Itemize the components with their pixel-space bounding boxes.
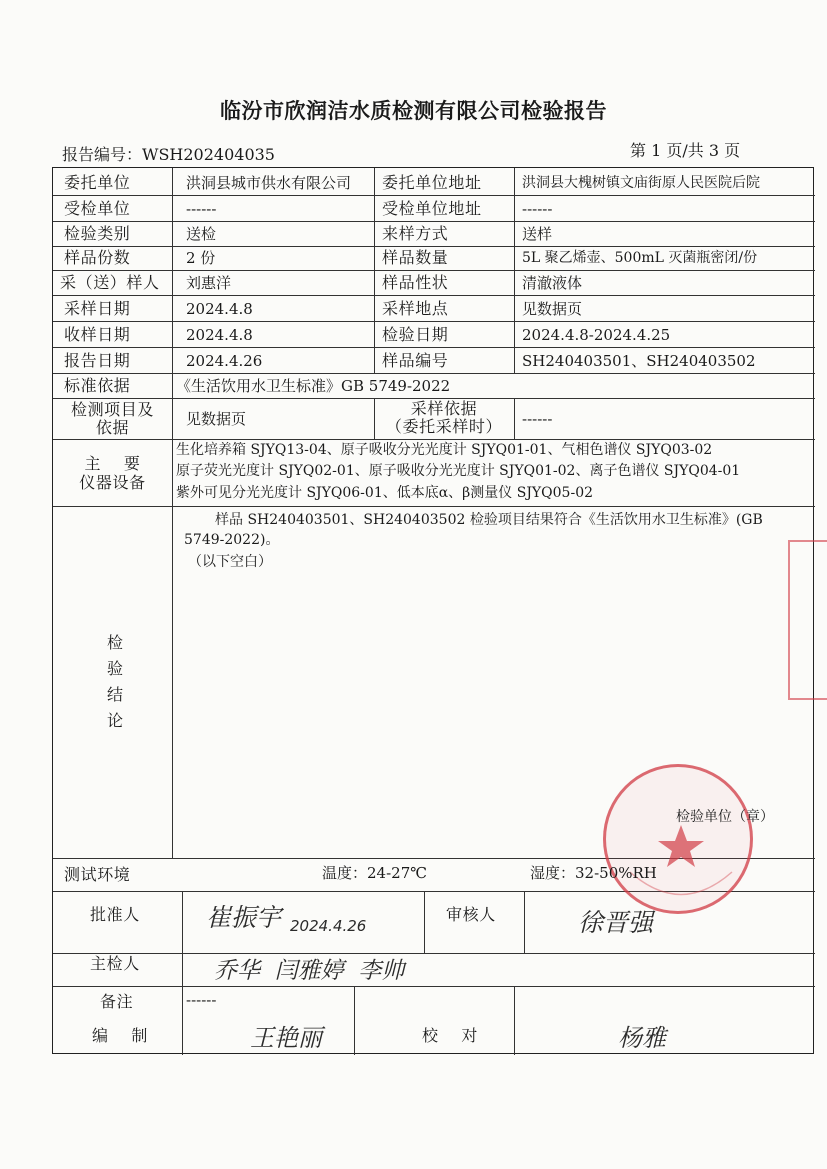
label-environment: 测试环境 — [64, 865, 131, 884]
label-sample-number: 样品编号 — [382, 351, 449, 370]
label-sample-copies: 样品份数 — [64, 248, 131, 267]
conclusion-blank-note: （以下空白） — [188, 554, 272, 570]
value-temperature: 温度：24-27℃ — [322, 864, 428, 882]
label-reviewer: 审核人 — [446, 905, 496, 924]
label-conclusion-char: 验 — [107, 659, 124, 678]
compiler-signature: 王艳丽 — [250, 1024, 322, 1052]
label-equipment-line1: 主 要 — [84, 454, 141, 473]
label-standard: 标准依据 — [64, 376, 131, 395]
report-number: 报告编号：WSH202404035 — [62, 145, 275, 164]
label-sampling-basis-line1: 采样依据 — [410, 399, 478, 418]
label-conclusion-char: 论 — [107, 711, 124, 730]
reviewer-signature: 徐晋强 — [578, 908, 654, 937]
value-remarks: ------ — [186, 991, 217, 1009]
label-sampling-basis-line2: （委托采样时） — [385, 417, 503, 436]
value-sampling-basis: ------ — [522, 410, 553, 428]
value-sampler: 刘惠洋 — [186, 274, 232, 292]
proofreader-signature: 杨雅 — [618, 1024, 666, 1052]
label-inspected-address: 受检单位地址 — [382, 199, 482, 218]
company-seal — [603, 764, 753, 914]
label-proofreader: 校 对 — [422, 1026, 478, 1045]
label-items-line2: 依据 — [95, 418, 130, 437]
chief-inspector-signatures: 乔华 闫雅婷 李帅 — [214, 958, 405, 984]
label-conclusion-char: 结 — [107, 685, 124, 704]
equipment-line: 原子荧光光度计 SJYQ02-01、原子吸收分光光度计 SJYQ01-02、离子色谱仪 SJYQ04-01 — [176, 463, 741, 479]
value-inspected-address: ------ — [522, 200, 553, 218]
conclusion-text: 5749-2022)。 — [184, 532, 280, 548]
value-receive-date: 2024.4.8 — [186, 326, 253, 344]
label-sample-state: 样品性状 — [382, 273, 449, 292]
label-sampling-method: 来样方式 — [382, 224, 449, 243]
value-humidity: 湿度：32-50%RH — [530, 864, 657, 882]
report-title: 临汾市欣润洁水质检测有限公司检验报告 — [220, 99, 607, 123]
value-sample-copies: 2 份 — [186, 249, 216, 267]
label-report-date: 报告日期 — [64, 351, 131, 370]
value-category: 送检 — [186, 225, 217, 243]
label-equipment-line2: 仪器设备 — [79, 473, 146, 492]
value-sample-number: SH240403501、SH240403502 — [522, 352, 756, 370]
value-sampling-method: 送样 — [522, 225, 553, 243]
label-chief-inspector: 主检人 — [90, 954, 140, 973]
approver-signature-date: 2024.4.26 — [290, 917, 367, 935]
value-items: 见数据页 — [186, 410, 247, 428]
label-inspected-unit: 受检单位 — [64, 199, 131, 218]
equipment-line: 紫外可见分光光度计 SJYQ06-01、低本底α、β测量仪 SJYQ05-02 — [176, 485, 594, 501]
label-client: 委托单位 — [64, 173, 131, 192]
value-sampling-date: 2024.4.8 — [186, 300, 253, 318]
label-remarks: 备注 — [100, 992, 134, 1011]
label-receive-date: 收样日期 — [64, 325, 131, 344]
value-standard: 《生活饮用水卫生标准》GB 5749-2022 — [176, 377, 451, 395]
value-report-date: 2024.4.26 — [186, 352, 263, 370]
value-sampling-site: 见数据页 — [522, 300, 583, 318]
equipment-line: 生化培养箱 SJYQ13-04、原子吸收分光光度计 SJYQ01-01、气相色谱仪 SJYQ03-02 — [176, 442, 713, 458]
label-items-line1: 检测项目及 — [70, 400, 154, 419]
label-sampling-site: 采样地点 — [382, 299, 449, 318]
conclusion-text: 样品 SH240403501、SH240403502 检验项目结果符合《生活饮用水卫生标准》(GB — [215, 512, 763, 528]
value-client-address: 洪洞县大槐树镇文庙街原人民医院后院 — [522, 175, 760, 191]
label-compiler: 编 制 — [92, 1026, 148, 1045]
label-conclusion-char: 检 — [107, 633, 124, 652]
value-sample-state: 清澈液体 — [522, 274, 583, 292]
label-test-date: 检验日期 — [382, 325, 449, 344]
value-sample-quantity: 5L 聚乙烯壶、500mL 灭菌瓶密闭/份 — [522, 250, 758, 266]
page-indicator: 第 1 页/共 3 页 — [630, 141, 741, 160]
cross-page-seal — [788, 540, 827, 700]
seal-caption: 检验单位（章） — [676, 809, 774, 825]
value-client: 洪洞县城市供水有限公司 — [186, 174, 352, 192]
value-test-date: 2024.4.8-2024.4.25 — [522, 326, 671, 344]
label-approver: 批准人 — [90, 905, 140, 924]
label-sampler: 采（送）样人 — [60, 273, 160, 292]
label-sampling-date: 采样日期 — [64, 299, 131, 318]
value-inspected-unit: ------ — [186, 200, 217, 218]
approver-signature: 崔振宇 — [206, 903, 282, 932]
label-client-address: 委托单位地址 — [382, 173, 482, 192]
label-sample-quantity: 样品数量 — [382, 248, 449, 267]
label-category: 检验类别 — [64, 224, 131, 243]
